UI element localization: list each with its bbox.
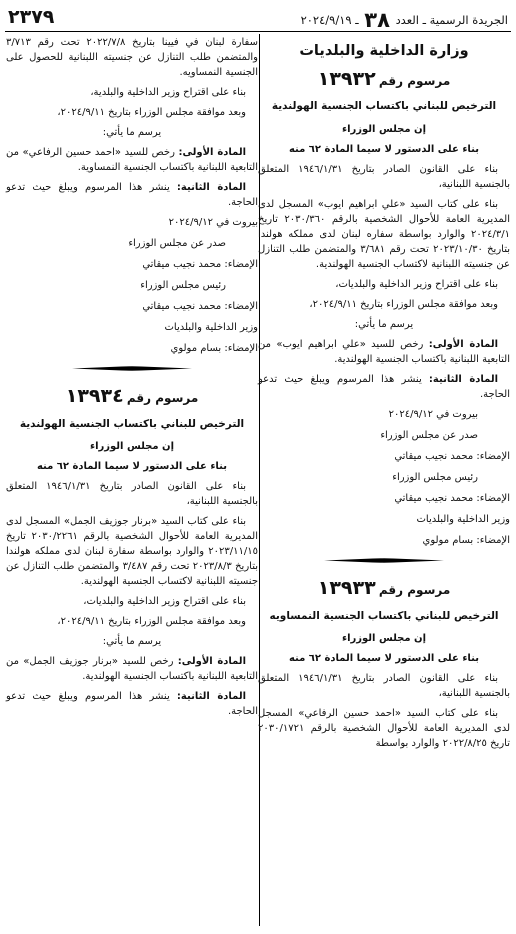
decree-subject: الترخيص للبناني باكتساب الجنسية الهولندية	[271, 100, 497, 113]
signature-line: الإمضاء: محمد نجيب ميقاتي	[142, 259, 258, 270]
proposal-paragraph: بناء على اقتراح وزير الداخلية والبلديات،	[335, 279, 498, 290]
approval-paragraph: وبعد موافقة مجلس الوزراء بتاريخ ٢٠٢٤/٩/١١،	[57, 616, 246, 628]
decree-number: ١٣٩٣٢	[317, 67, 376, 90]
issue-date: ـ ٢٠٢٤/٩/١٩	[300, 13, 359, 27]
issued-by: صدر عن مجلس الوزراء	[128, 238, 226, 249]
proposal-paragraph: بناء على اقتراح وزير الداخلية والبلديات،	[83, 596, 246, 608]
decree-number: ١٣٩٣٤	[65, 385, 124, 407]
constitution-line: بناء على الدستور لا سيما المادة ٦٢ منه	[36, 461, 228, 473]
minister-title: وزير الداخلية والبلديات	[416, 514, 510, 525]
proposal-paragraph: بناء على اقتراح وزير الداخلية والبلدية،	[90, 87, 246, 98]
place-date: بيروت في ٢٠٢٤/٩/١٢	[388, 409, 478, 420]
signature-line: الإمضاء: محمد نجيب ميقاتي	[394, 493, 510, 504]
decree-heading	[258, 65, 510, 94]
article-one-text: رخص للسيد «احمد حسين الرفاعي» من التابعية اللبنانية باكتساب الجنسية النمساوية.	[6, 147, 258, 173]
decree-word: مرسوم رقم	[378, 583, 451, 597]
article-two	[6, 689, 258, 719]
decree-heading	[258, 574, 510, 603]
decrees-line: يرسم ما يأتي:	[354, 319, 414, 330]
article-two-heading: المادة الثانية:	[428, 374, 498, 385]
article-one	[6, 145, 258, 175]
decrees-line: يرسم ما يأتي:	[102, 636, 162, 648]
constitution-line: بناء على الدستور لا سيما المادة ٦٢ منه	[288, 144, 480, 155]
article-two-text: ينشر هذا المرسوم ويبلغ حيث تدعو الحاجة.	[6, 182, 258, 208]
journal-name: الجريدة الرسمية ـ العدد	[395, 13, 508, 27]
article-one-text: رخص للسيد «برنار جوزيف الجمل» من التابعية اللبنانية باكتساب الجنسية الهولندية.	[6, 656, 258, 683]
decree-subject: الترخيص للبناني باكتساب الجنسية النمساويه	[269, 609, 499, 622]
minister-title: وزير الداخلية والبلديات	[164, 322, 258, 333]
article-two-heading: المادة الثانية:	[176, 691, 246, 703]
decree-word: مرسوم رقم	[126, 391, 199, 405]
article-one-heading: المادة الأولى:	[178, 147, 247, 158]
signature-line: الإمضاء: بسام مولوي	[422, 535, 510, 546]
law-paragraph: بناء على القانون الصادر بتاريخ ١٩٤٦/١/٣١ المتعلق بالجنسية اللبنانية،	[6, 481, 258, 508]
decrees-line: يرسم ما يأتي:	[102, 127, 162, 138]
council-line: إن مجلس الوزراء	[341, 633, 427, 645]
prime-minister-title: رئيس مجلس الوزراء	[140, 280, 226, 291]
signature-line: الإمضاء: بسام مولوي	[170, 343, 258, 354]
law-paragraph: بناء على القانون الصادر بتاريخ ١٩٤٦/١/٣١ المتعلق بالجنسية اللبنانية،	[258, 673, 510, 700]
decree-number: ١٣٩٣٣	[317, 577, 376, 599]
continued-paragraph: سفارة لبنان في فيينا بتاريخ ٢٠٢٢/٧/٨ تحت رقم ٣/٧١٣ والمتضمن طلب التنازل عن جنسيته اللبنانية للحصول على الجنسية النمساويه.	[6, 37, 258, 78]
approval-paragraph: وبعد موافقة مجلس الوزراء بتاريخ ٢٠٢٤/٩/١١،	[309, 299, 498, 310]
page-header	[0, 0, 516, 30]
article-one-heading: المادة الأولى:	[428, 339, 498, 350]
section-divider	[6, 362, 258, 374]
prime-minister-title: رئيس مجلس الوزراء	[392, 472, 478, 483]
council-line: إن مجلس الوزراء	[89, 441, 175, 453]
right-column	[258, 35, 510, 756]
letter-paragraph: بناء على كتاب السيد «برنار جوزيف الجمل» المسجل لدى المديرية العامة للأحوال الشخصية بالرقم ٢٠٣٠/٢٢٦١ تاريخ ٢٠٢٣/١١/١٥ والوارد بواسطة سفارة لبنان لدى مملكه هولندا بتاريخ ٢٠٢٣/٨/٣ تحت رقم ٣/٤٨٧ والمتضمن طلب التنازل عن جنسيته اللبنانية لاكتساب الجنسية الهولندية.	[6, 516, 259, 588]
header-rule	[5, 31, 511, 32]
council-line: إن مجلس الوزراء	[341, 124, 427, 135]
decree-word: مرسوم رقم	[378, 73, 451, 88]
left-column	[6, 35, 258, 724]
signature-line: الإمضاء: محمد نجيب ميقاتي	[142, 301, 258, 312]
page-number: ٢٣٧٩	[8, 6, 55, 28]
issued-by: صدر عن مجلس الوزراء	[380, 430, 478, 441]
law-paragraph: بناء على القانون الصادر بتاريخ ١٩٤٦/١/٣١ المتعلق بالجنسية اللبنانية،	[258, 164, 510, 190]
decree-heading	[6, 382, 258, 411]
letter-paragraph: بناء على كتاب السيد «احمد حسين الرفاعي» المسجل لدى المديرية العامة للأحوال الشخصية بالرقم ٢٠٣٠/١٧٢١ تاريخ ٢٠٢٢/٨/٢٥ والوارد بواسطة	[258, 708, 510, 750]
article-two	[258, 372, 510, 402]
approval-paragraph: وبعد موافقة مجلس الوزراء بتاريخ ٢٠٢٤/٩/١١،	[57, 107, 246, 118]
article-one-text: رخص للسيد «علي ابراهيم ايوب» من التابعية اللبنانية باكتساب الجنسية الهولندية.	[258, 339, 510, 365]
constitution-line: بناء على الدستور لا سيما المادة ٦٢ منه	[288, 653, 480, 665]
place-date: بيروت في ٢٠٢٤/٩/١٢	[168, 217, 258, 228]
article-two-text: ينشر هذا المرسوم ويبلغ حيث تدعو الحاجة.	[6, 691, 258, 718]
article-two-text: ينشر هذا المرسوم ويبلغ حيث تدعو الحاجة.	[258, 374, 510, 400]
article-one-heading: المادة الأولى:	[177, 656, 246, 668]
article-one	[6, 654, 258, 684]
decree-subject: الترخيص للبناني باكتساب الجنسية الهولندية	[19, 417, 245, 430]
article-two	[6, 180, 258, 210]
article-two-heading: المادة الثانية:	[176, 182, 246, 193]
article-one	[258, 337, 510, 367]
section-divider	[258, 554, 510, 566]
letter-paragraph: بناء على كتاب السيد «علي ابراهيم ايوب» المسجل لدى المديرية العامة للأحوال الشخصية بالرقم ٢٠٣٠/٣٦٠ تاريخ ٢٠٢٤/٣/١ والوارد بواسطة سفاره لبنان لدى مملكه هولندا بتاريخ ٢٠٢٣/١٠/٣٠ تحت رقم ٣/٦٨١ والمتضمن طلب التنازل عن جنسيته اللبنانية لاكتساب الجنسية الهولندية.	[258, 199, 510, 270]
issue-number: ٣٨	[364, 8, 390, 32]
ministry-heading: وزارة الداخلية والبلديات	[299, 43, 469, 59]
signature-line: الإمضاء: محمد نجيب ميقاتي	[394, 451, 510, 462]
